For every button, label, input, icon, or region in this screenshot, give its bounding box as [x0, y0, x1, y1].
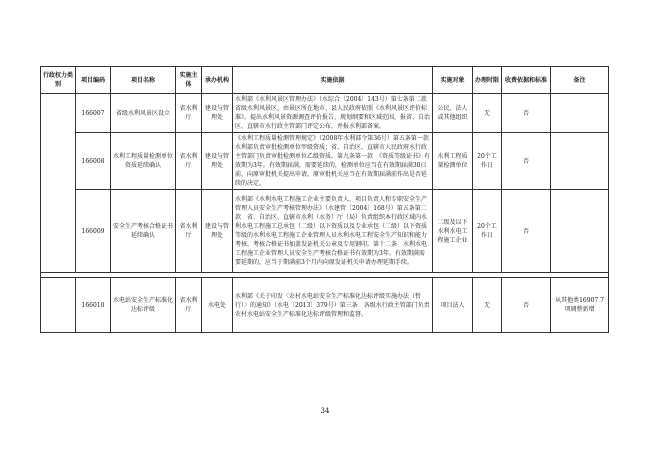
table-row [41, 278, 609, 333]
row-time-limit-cell: 无 [473, 94, 502, 133]
power-items-table [40, 66, 609, 333]
row-agency-cell: 建设与管理处 [202, 190, 233, 273]
row-target-cell: 项目法人 [433, 278, 473, 333]
page-number: 34 [320, 407, 330, 415]
row-time-limit-cell: 20个工作日 [473, 190, 502, 273]
row-note-cell [551, 133, 609, 190]
row-code-cell: 166008 [76, 133, 111, 190]
header-row [41, 67, 609, 94]
header-agency: 承办机构 [202, 67, 233, 94]
row-target-cell: 二级及以下水利水电工程施工企业 [433, 190, 473, 273]
row-subject-cell: 省水利厅 [176, 94, 202, 133]
row-subject-cell: 省水利厅 [176, 278, 202, 333]
row-agency-cell: 建设与管理处 [202, 94, 233, 133]
header-subject: 实施主体 [176, 67, 202, 94]
row-agency-cell: 水电处 [202, 278, 233, 333]
row-fee-cell: 否 [502, 94, 551, 133]
row-target-cell: 水利工程质量检测单位 [433, 133, 473, 190]
header-basis: 实施依据 [233, 67, 433, 94]
row-time-limit-cell: 无 [473, 278, 502, 333]
header-note: 备注 [551, 67, 609, 94]
header-time-limit: 办理时限 [473, 67, 502, 94]
row-note-cell [551, 94, 609, 133]
table-row [41, 133, 609, 190]
row-name-cell: 水电站安全生产标准化达标评级 [111, 278, 176, 333]
row-fee-cell: 否 [502, 133, 551, 190]
row-fee-cell: 否 [502, 278, 551, 333]
row-basis-cell: 水利部《水利水电工程施工企业主要负责人、项目负责人和专职安全生产管理人员安全生产考核管理办法》（水建管〔2004〕168号）第五条第二款 省、自治区、直辖市水利（水务）厅（局）负责组织本行政区域内水利水电工程施工总承包（二级）以下资质以及专业承包（二级）以下资质等级的水利水电工程施工企业管理人员水利水电工程安全生产知识和能力考核，考核合格证书加盖发证机关公章及专用钢印。第十二条 水利水电工程施工企业管理人员安全生产考核合格证书有效期为3年。有效期满需要延期的，应当于期满前3个月内向原发证机关申请办理延期手续。 [233, 190, 433, 273]
table-row [41, 190, 609, 273]
header-category: 行政权力类别 [41, 67, 76, 94]
header-target: 实施对象 [433, 67, 473, 94]
row-basis-cell: 《水利工程质量检测管理规定》（2008年水利部令第36号）第五条第一款 水利部负责审批检测单位甲级资质；省、自治区、直辖市人民政府水行政主管部门负责审批检测单位乙级资质。第九条第一款 《资质等级证书》有效期为3年。有效期届满，需要延续的，检测单位应当在有效期届满30日前，向原审批机关提出申请。原审批机关应当在有效期届满前作出是否延续的决定。 [233, 133, 433, 190]
row-agency-cell: 建设与管理处 [202, 133, 233, 190]
row-subject-cell: 省水利厅 [176, 133, 202, 190]
row-fee-cell: 否 [502, 190, 551, 273]
table-row [41, 94, 609, 133]
row-name-cell: 水利工程质量检测单位资质延续确认 [111, 133, 176, 190]
header-name: 项目名称 [111, 67, 176, 94]
row-category-cell [41, 278, 76, 333]
row-note-cell: 从其他类16907 7项调整新增 [551, 278, 609, 333]
row-name-cell: 省级水利风景区设立 [111, 94, 176, 133]
row-category-cell [41, 94, 76, 273]
row-note-cell [551, 190, 609, 273]
row-basis-cell: 水利部《水利风景区管理办法》（水综合〔2004〕143号）第七条第二款 省级水利风景区，由景区所在地市、县人民政府依照《水利风景区评价标准》，提出水利风景资源调查评价报告、规划纲要和区域范围，报省、自治区、直辖市水行政主管部门评定公布，并报水利部备案。 [233, 94, 433, 133]
row-target-cell: 公民、法人或其他组织 [433, 94, 473, 133]
row-name-cell: 安全生产考核合格证书延续确认 [111, 190, 176, 273]
header-fee: 收费依据和标准 [502, 67, 551, 94]
row-code-cell: 166007 [76, 94, 111, 133]
header-code: 项目编码 [76, 67, 111, 94]
row-code-cell: 166009 [76, 190, 111, 273]
row-time-limit-cell: 20个工作日 [473, 133, 502, 190]
row-subject-cell: 省水利厅 [176, 190, 202, 273]
row-basis-cell: 水利部《关于印发〈农村水电站安全生产标准化达标评级实施办法（暂行）〉的通知》（水电〔2013〕379号）第三条 各级水行政主管部门负责农村水电站安全生产标准化达标评级管理和监督。 [233, 278, 433, 333]
row-code-cell: 166010 [76, 278, 111, 333]
